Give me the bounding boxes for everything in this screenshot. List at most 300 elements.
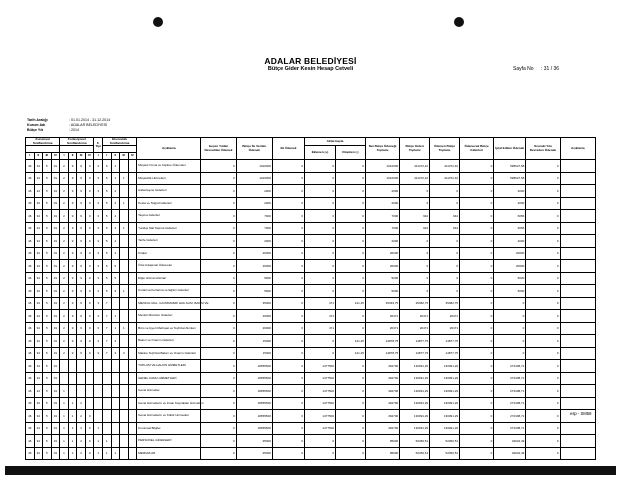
code-cell: 34 <box>34 397 43 410</box>
code-cell: 01 <box>51 235 60 248</box>
amount-cell: 0 <box>460 322 494 335</box>
code-cell: 01 <box>51 435 60 448</box>
code-cell: 9 <box>68 272 77 285</box>
amount-cell: 0 <box>336 310 366 323</box>
amount-cell: 42944,49 <box>494 447 526 460</box>
amount-cell: 0 <box>526 397 560 410</box>
amount-cell: 0 <box>430 197 460 210</box>
amount-cell: 2000 <box>494 185 526 198</box>
amount-cell: 2000 <box>236 235 272 248</box>
amount-cell: 0 <box>336 397 366 410</box>
description-cell: Kiralar <box>137 247 201 260</box>
code-cell: 0 <box>85 222 94 235</box>
amount-cell: 1477500 <box>305 372 336 385</box>
code-cell <box>60 372 69 385</box>
code-cell: 5 <box>43 410 52 423</box>
code-cell: 34 <box>34 435 43 448</box>
amount-cell: 2000 <box>236 185 272 198</box>
description-cell: Müşavirlik Hizmetleri <box>137 172 201 185</box>
code-cell: 1 <box>68 397 77 410</box>
code-cell: 46 <box>26 272 35 285</box>
note-cell <box>560 222 595 235</box>
code-cell: 34 <box>34 272 43 285</box>
amount-cell: 0 <box>272 322 304 335</box>
code-cell <box>128 335 137 348</box>
amount-cell: 0 <box>201 397 236 410</box>
amount-cell: 0 <box>201 222 236 235</box>
code-cell: 5 <box>43 210 52 223</box>
amount-cell: 0 <box>272 447 304 460</box>
amount-cell: 944 <box>400 210 430 223</box>
code-cell <box>128 222 137 235</box>
code-cell: 1 <box>120 197 129 210</box>
code-cell: 34 <box>34 447 43 460</box>
description-cell: MEMURLAR <box>137 447 201 460</box>
code-cell: 01 <box>51 360 60 373</box>
code-cell <box>128 372 137 385</box>
amount-cell: 18655500 <box>236 372 272 385</box>
amount-cell: 130091,29 <box>400 385 430 398</box>
sub-code-header: III <box>43 153 52 160</box>
amount-cell: 0 <box>336 185 366 198</box>
code-cell: 34 <box>34 210 43 223</box>
code-cell: 9 <box>68 297 77 310</box>
code-cell: 34 <box>34 297 43 310</box>
amount-cell: 0 <box>272 247 304 260</box>
amount-cell: 18655500 <box>236 360 272 373</box>
code-cell <box>128 160 137 173</box>
note-cell <box>560 272 595 285</box>
amount-cell: 944 <box>430 222 460 235</box>
table-row <box>26 410 596 423</box>
code-cell: 01 <box>51 322 60 335</box>
amount-cell: 0 <box>494 347 526 360</box>
code-cell <box>120 397 129 410</box>
code-cell: 3 <box>111 335 120 348</box>
amount-cell: 1010000 <box>236 160 272 173</box>
code-cell: 2 <box>60 222 69 235</box>
code-cell: 01 <box>51 297 60 310</box>
sub-code-header: I <box>60 153 69 160</box>
code-cell: 5 <box>111 260 120 273</box>
code-cell: 9 <box>68 210 77 223</box>
amount-cell: 471 <box>305 322 336 335</box>
amount-cell: 35000 <box>236 297 272 310</box>
code-cell: 3 <box>94 297 103 310</box>
code-cell: 34 <box>34 410 43 423</box>
code-cell: 9 <box>68 247 77 260</box>
amount-cell: 52450,51 <box>430 435 460 448</box>
code-cell: 0 <box>85 447 94 460</box>
code-cell <box>128 185 137 198</box>
amount-cell: 0 <box>460 210 494 223</box>
amount-cell: 0 <box>336 160 366 173</box>
amount-cell: 0 <box>336 385 366 398</box>
code-cell: 2 <box>77 435 86 448</box>
amount-cell: 20471 <box>400 310 430 323</box>
description-cell: Haberleşme Giderleri <box>137 185 201 198</box>
amount-cell: 1477500 <box>305 385 336 398</box>
amount-cell: 130091,29 <box>430 372 460 385</box>
code-cell: 34 <box>34 235 43 248</box>
code-cell <box>111 410 120 423</box>
code-cell: 9 <box>77 335 86 348</box>
col-gecen-yil: Geçen Yıldan Devredilen Ödenek <box>201 138 236 160</box>
note-cell <box>560 310 595 323</box>
code-cell <box>94 385 103 398</box>
amount-cell: 0 <box>272 260 304 273</box>
code-cell <box>102 372 111 385</box>
col-aciklama: Açıklama <box>137 138 201 160</box>
amount-cell: 0 <box>305 235 336 248</box>
code-cell: 9 <box>77 272 86 285</box>
amount-cell: 5000 <box>494 272 526 285</box>
description-cell: TOPLUM VE HALKIN HİZMETLERİ <box>137 360 201 373</box>
amount-cell: 0 <box>460 410 494 423</box>
amount-cell: 411372,42 <box>400 160 430 173</box>
code-cell: 5 <box>43 422 52 435</box>
note-cell <box>560 210 595 223</box>
amount-cell: 5000 <box>236 285 272 298</box>
amount-cell: 0 <box>526 222 560 235</box>
table-row <box>26 260 596 273</box>
code-cell: 5 <box>43 322 52 335</box>
amount-cell: 52450,51 <box>430 447 460 460</box>
code-cell <box>128 397 137 410</box>
col-ekonomik: Ekonomik Sınıflandırma <box>102 138 136 146</box>
amount-cell: 0 <box>336 435 366 448</box>
code-cell: 7 <box>102 322 111 335</box>
amount-cell: 35382,75 <box>400 297 430 310</box>
amount-cell: 0 <box>336 260 366 273</box>
table-row <box>26 297 596 310</box>
amount-cell: 462700 <box>365 397 399 410</box>
amount-cell: 0 <box>430 235 460 248</box>
code-cell: 2 <box>60 172 69 185</box>
col-eklenen: Eklenen (+) <box>305 146 336 160</box>
code-cell: 7 <box>102 335 111 348</box>
code-cell: 46 <box>26 335 35 348</box>
description-cell: Bakım ve Onarım Giderleri <box>137 335 201 348</box>
description-cell: Tarife Giderleri <box>137 235 201 248</box>
note-cell <box>560 172 595 185</box>
table-row <box>26 197 596 210</box>
code-cell: 9 <box>68 347 77 360</box>
note-cell <box>560 285 595 298</box>
amount-cell: 462700 <box>365 422 399 435</box>
description-cell: Özel Anlaşmalı Ödemeler <box>137 260 201 273</box>
code-cell: 4 <box>111 222 120 235</box>
code-cell <box>120 185 129 198</box>
code-cell: 3 <box>94 210 103 223</box>
note-cell <box>560 260 595 273</box>
expense-table <box>25 137 596 460</box>
amount-cell: 0 <box>272 410 304 423</box>
code-cell: 2 <box>60 235 69 248</box>
header-spacer <box>26 146 60 153</box>
code-cell <box>128 247 137 260</box>
code-cell: 2 <box>60 197 69 210</box>
amount-cell: 0 <box>336 422 366 435</box>
table-row <box>26 285 596 298</box>
description-cell: Büro ve İşyeri Mefruşat ve Teçhizat Alımları <box>137 322 201 335</box>
code-cell: 1 <box>60 385 69 398</box>
code-cell: 46 <box>26 347 35 360</box>
amount-cell: 52450,51 <box>400 435 430 448</box>
org-title: ADALAR BELEDİYESİ <box>264 56 357 66</box>
sub-code-header: IV <box>51 153 60 160</box>
table-body <box>26 160 596 460</box>
code-cell: 46 <box>26 422 35 435</box>
table-row <box>26 360 596 373</box>
amount-cell: 20000 <box>494 247 526 260</box>
amount-cell: 0 <box>526 435 560 448</box>
amount-cell: 0 <box>336 360 366 373</box>
amount-cell: 1010000 <box>365 160 399 173</box>
code-cell: 3 <box>94 222 103 235</box>
amount-cell: 0 <box>336 172 366 185</box>
amount-cell: 14878,75 <box>365 347 399 360</box>
code-cell <box>120 447 129 460</box>
amount-cell: 272308,71 <box>494 410 526 423</box>
amount-cell: 0 <box>272 347 304 360</box>
code-cell: 5 <box>111 272 120 285</box>
code-cell: 34 <box>34 347 43 360</box>
amount-cell: 52450,51 <box>400 447 430 460</box>
code-cell: 5 <box>43 285 52 298</box>
note-cell <box>560 447 595 460</box>
amount-cell: 2000 <box>365 235 399 248</box>
code-cell: 01 <box>51 272 60 285</box>
amount-cell: 0 <box>460 397 494 410</box>
code-cell <box>102 360 111 373</box>
code-cell <box>94 360 103 373</box>
code-cell: 0 <box>85 185 94 198</box>
code-cell <box>128 260 137 273</box>
code-cell: 9 <box>68 222 77 235</box>
amount-cell: 0 <box>526 172 560 185</box>
amount-cell: 20000 <box>236 260 272 273</box>
code-cell <box>111 372 120 385</box>
amount-cell: 14877,75 <box>430 347 460 360</box>
table-row <box>26 235 596 248</box>
col-net: Net Bütçe Ödeneği Toplamı <box>365 138 399 160</box>
code-cell <box>120 410 129 423</box>
code-cell: 5 <box>43 172 52 185</box>
amount-cell: 0 <box>272 160 304 173</box>
code-cell: 01 <box>51 310 60 323</box>
amount-cell: 0 <box>201 347 236 360</box>
code-cell: 5 <box>102 272 111 285</box>
amount-cell: 0 <box>272 272 304 285</box>
amount-cell: 0 <box>201 272 236 285</box>
amount-cell: 0 <box>201 410 236 423</box>
code-cell: 3 <box>94 272 103 285</box>
code-cell: 9 <box>77 197 86 210</box>
code-cell: 01 <box>51 247 60 260</box>
code-cell: 5 <box>102 235 111 248</box>
code-cell <box>102 397 111 410</box>
amount-cell: 35382,75 <box>430 297 460 310</box>
description-cell: Makine Teçhizat Bakım ve Onarım Giderleri <box>137 347 201 360</box>
amount-cell: 1477500 <box>305 397 336 410</box>
code-cell: 1 <box>60 410 69 423</box>
code-cell: 2 <box>60 160 69 173</box>
code-cell: 9 <box>77 297 86 310</box>
amount-cell: 0 <box>305 210 336 223</box>
amount-cell: 462700 <box>365 410 399 423</box>
code-cell: 2 <box>120 347 129 360</box>
amount-cell: 20000 <box>365 247 399 260</box>
code-cell: 0 <box>85 422 94 435</box>
code-cell: 5 <box>43 235 52 248</box>
amount-cell: 5000 <box>365 272 399 285</box>
code-cell: 9 <box>68 160 77 173</box>
code-cell: 01 <box>51 160 60 173</box>
code-cell: 01 <box>51 197 60 210</box>
amount-cell: 0 <box>460 422 494 435</box>
amount-cell: 20471 <box>400 322 430 335</box>
meta-value: : ADALAR BELEDİYESİ <box>69 123 108 128</box>
report-title: Bütçe Gider Kesin Hesap Cetveli <box>267 66 354 72</box>
amount-cell: 272308,71 <box>494 422 526 435</box>
description-cell: Yurtdışı Mal Taşıma Giderleri <box>137 222 201 235</box>
code-cell <box>128 272 137 285</box>
amount-cell: 14877,75 <box>400 335 430 348</box>
code-cell: 9 <box>77 310 86 323</box>
amount-cell: 2000 <box>365 185 399 198</box>
code-cell: 2 <box>60 210 69 223</box>
code-cell: 34 <box>34 285 43 298</box>
amount-cell: 0 <box>272 435 304 448</box>
code-cell: 5 <box>43 335 52 348</box>
description-cell: Genel Hizmetlerin ve İnsan Kaynakları Hizmetleri <box>137 397 201 410</box>
amount-cell: 0 <box>336 222 366 235</box>
code-cell <box>77 360 86 373</box>
amount-cell: 0 <box>494 297 526 310</box>
code-cell <box>128 435 137 448</box>
description-cell: Müşavir Firma ve Kişilere Ödemeler <box>137 160 201 173</box>
code-cell: 3 <box>94 172 103 185</box>
code-cell: 1 <box>120 172 129 185</box>
code-cell: 0 <box>85 410 94 423</box>
amount-cell: 0 <box>201 197 236 210</box>
code-cell: 0 <box>85 260 94 273</box>
description-cell: Kurumsal Bilgiler <box>137 422 201 435</box>
amount-cell: 0 <box>400 272 430 285</box>
amount-cell: 0 <box>201 322 236 335</box>
sub-code-header: I <box>26 153 35 160</box>
amount-cell: 0 <box>430 260 460 273</box>
amount-cell: 0 <box>305 197 336 210</box>
amount-cell: 0 <box>201 160 236 173</box>
code-cell: 46 <box>26 397 35 410</box>
table-row <box>26 272 596 285</box>
amount-cell: 0 <box>400 260 430 273</box>
code-cell <box>111 435 120 448</box>
description-cell: Genel Hizmetler <box>137 385 201 398</box>
amount-cell: 7000 <box>365 222 399 235</box>
code-cell: 34 <box>34 310 43 323</box>
code-cell: 0 <box>85 335 94 348</box>
col-aktarma: Aktarmayla <box>305 138 366 146</box>
note-cell <box>560 360 595 373</box>
col-kurumsal: Kurumsal Sınıflandırma <box>26 138 60 146</box>
amount-cell: 0 <box>526 335 560 348</box>
code-cell: 9 <box>68 260 77 273</box>
code-cell: 34 <box>34 335 43 348</box>
code-cell: 46 <box>26 372 35 385</box>
code-cell: 0 <box>85 285 94 298</box>
amount-cell: 2000 <box>236 197 272 210</box>
description-cell: GENEL KAMU HİZMETLERİ <box>137 372 201 385</box>
amount-cell: 130091,29 <box>430 385 460 398</box>
code-cell: 3 <box>94 185 103 198</box>
code-cell <box>102 422 111 435</box>
code-cell: 2 <box>111 197 120 210</box>
code-cell: 3 <box>94 335 103 348</box>
note-cell <box>560 372 595 385</box>
sub-code-header: III <box>120 153 129 160</box>
code-cell <box>111 422 120 435</box>
code-cell <box>85 372 94 385</box>
amount-cell: 0 <box>400 235 430 248</box>
col-odenmeyen: Ödenecek Bütçe Giderleri <box>460 138 494 160</box>
amount-cell: 0 <box>460 285 494 298</box>
amount-cell: 95000 <box>236 447 272 460</box>
code-cell <box>128 235 137 248</box>
amount-cell: 14878,75 <box>365 335 399 348</box>
amount-cell: 0 <box>526 447 560 460</box>
code-cell: 2 <box>60 310 69 323</box>
code-cell: 34 <box>34 385 43 398</box>
note-cell <box>560 297 595 310</box>
amount-cell: 0 <box>305 272 336 285</box>
code-cell <box>128 310 137 323</box>
table-row <box>26 222 596 235</box>
code-cell: 5 <box>102 222 111 235</box>
code-cell <box>120 372 129 385</box>
amount-cell: 0 <box>460 347 494 360</box>
amount-cell: 130091,29 <box>400 397 430 410</box>
sub-code-header: I <box>102 153 111 160</box>
code-cell: 9 <box>68 285 77 298</box>
description-cell: Posta ve Telgraf Giderleri <box>137 197 201 210</box>
code-cell: 9 <box>77 260 86 273</box>
code-cell: 01 <box>51 422 60 435</box>
code-cell: 46 <box>26 435 35 448</box>
col-iptal: İptal Edilen Ödenek <box>494 138 526 160</box>
amount-cell: 598627,58 <box>494 172 526 185</box>
code-cell: 9 <box>77 322 86 335</box>
amount-cell: 0 <box>336 322 366 335</box>
code-cell <box>128 385 137 398</box>
amount-cell: 0 <box>272 385 304 398</box>
footer-mark: esp - SM58 <box>570 411 592 416</box>
note-cell <box>560 185 595 198</box>
code-cell: 01 <box>51 447 60 460</box>
amount-cell: 0 <box>460 197 494 210</box>
code-cell: 4 <box>111 210 120 223</box>
table-row <box>26 247 596 260</box>
meta-value: : 01.01.2014 - 31.12.2014 <box>69 118 111 122</box>
header-spacer <box>102 146 136 153</box>
amount-cell: 7000 <box>365 210 399 223</box>
sub-code-header: IV <box>128 153 137 160</box>
code-cell <box>128 410 137 423</box>
amount-cell: 130091,29 <box>430 410 460 423</box>
table-row <box>26 385 596 398</box>
